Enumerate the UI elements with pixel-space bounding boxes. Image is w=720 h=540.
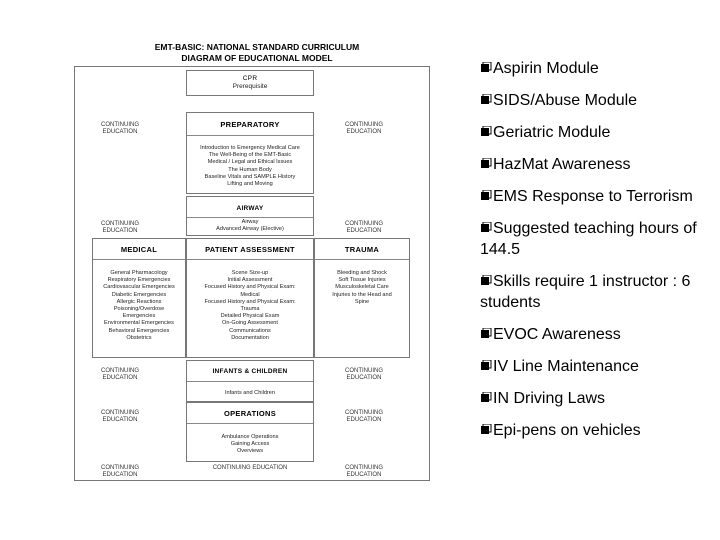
list-item: Emergencies bbox=[122, 313, 156, 320]
list-item: Geriatric Module bbox=[480, 122, 710, 143]
operations-list bbox=[187, 434, 313, 456]
list-item: Communications bbox=[229, 327, 271, 334]
airway-list bbox=[187, 219, 313, 233]
list-item: IN Driving Laws bbox=[480, 388, 710, 409]
continuing-education-label: CONTINUING EDUCATION bbox=[101, 368, 139, 381]
list-item: Airway bbox=[241, 219, 259, 225]
list-item: Skills require 1 instructor : 6 students bbox=[480, 273, 691, 311]
list-item: Initial Assessment bbox=[227, 277, 273, 284]
list-item: Detailed Physical Exam bbox=[220, 313, 280, 320]
list-item: Trauma bbox=[240, 306, 260, 313]
continuing-education-label: CONTINUING EDUCATION bbox=[345, 368, 383, 381]
airway-title: AIRWAY bbox=[236, 205, 264, 212]
infants-children-box bbox=[186, 360, 314, 402]
list-item: Documentation bbox=[231, 334, 269, 341]
list-item: Suggested teaching hours of 144.5 bbox=[480, 220, 697, 258]
list-item: Focused History and Physical Exam: bbox=[204, 298, 296, 305]
patient-assessment-title: PATIENT ASSESSMENT bbox=[205, 245, 295, 254]
list-item: Focused History and Physical Exam: bbox=[204, 284, 296, 291]
checkbox-bullet-icon bbox=[480, 222, 492, 234]
list-item: Diabetic Emergencies bbox=[111, 291, 167, 298]
checkbox-bullet-icon bbox=[480, 328, 492, 340]
list-item: Obstetrics bbox=[126, 334, 152, 341]
checkbox-bullet-icon bbox=[480, 158, 492, 170]
checkbox-bullet-icon bbox=[480, 392, 492, 404]
airway-box bbox=[186, 196, 314, 236]
checkbox-bullet-icon bbox=[480, 126, 492, 138]
checkbox-bullet-icon bbox=[480, 360, 492, 372]
list-item: Poisoning/Overdose bbox=[113, 306, 165, 313]
list-item: Behavioral Emergencies bbox=[108, 327, 170, 334]
trauma-box bbox=[314, 238, 410, 358]
continuing-education-label: CONTINUING EDUCATION bbox=[345, 465, 383, 478]
operations-title: OPERATIONS bbox=[223, 409, 277, 418]
operations-box bbox=[186, 402, 314, 462]
list-item: EVOC Awareness bbox=[480, 324, 710, 345]
continuing-education-label: CONTINUING EDUCATION bbox=[345, 122, 383, 135]
list-item: Overviews bbox=[236, 448, 264, 455]
list-item: HazMat Awareness bbox=[480, 154, 710, 175]
list-item: The Well-Being of the EMT-Basic bbox=[208, 152, 292, 159]
list-item: Respiratory Emergencies bbox=[107, 277, 171, 284]
list-item: Environmental Emergencies bbox=[104, 320, 174, 327]
diagram-title: EMT-BASIC: NATIONAL STANDARD CURRICULUM bbox=[154, 42, 360, 52]
checkbox-bullet-icon bbox=[480, 275, 492, 287]
list-item: Advanced Airway (Elective) bbox=[216, 226, 284, 233]
list-item: Scene Size-up bbox=[231, 270, 269, 276]
patient-assessment-box bbox=[186, 238, 314, 358]
list-item: Epi-pens on vehicles bbox=[480, 420, 710, 441]
list-item: Introduction to Emergency Medical Care bbox=[200, 145, 300, 151]
list-item: Ambulance Operations bbox=[221, 434, 279, 440]
list-item: The Human Body bbox=[228, 166, 272, 173]
list-item: Soft Tissue Injuries bbox=[338, 277, 386, 284]
bullet-list bbox=[480, 58, 710, 452]
continuing-education-label: CONTINUING EDUCATION bbox=[101, 410, 139, 423]
list-item: EMS Response to Terrorism bbox=[480, 186, 710, 207]
list-item: Spine bbox=[354, 298, 370, 305]
diagram-subtitle: DIAGRAM OF EDUCATIONAL MODEL bbox=[181, 53, 333, 63]
continuing-education-label: CONTINUING EDUCATION bbox=[345, 410, 383, 423]
list-item: Gaining Access bbox=[230, 441, 270, 448]
infants-children-title: INFANTS & CHILDREN bbox=[212, 368, 288, 375]
cpr-title: CPR bbox=[242, 75, 258, 82]
curriculum-diagram bbox=[72, 40, 432, 482]
trauma-title: TRAUMA bbox=[344, 245, 380, 254]
trauma-list bbox=[315, 270, 409, 306]
list-item: Aspirin Module bbox=[480, 58, 710, 79]
medical-list bbox=[93, 270, 185, 342]
preparatory-title: PREPARATORY bbox=[220, 120, 280, 129]
continuing-education-label: CONTINUING EDUCATION bbox=[212, 465, 288, 471]
list-item: Medical bbox=[240, 291, 260, 298]
list-item: On-Going Assessment bbox=[222, 320, 278, 327]
list-item: Bleeding and Shock bbox=[337, 270, 387, 276]
continuing-education-label: CONTINUING EDUCATION bbox=[345, 221, 383, 234]
cpr-box bbox=[186, 70, 314, 96]
list-item: Medical / Legal and Ethical Issues bbox=[207, 159, 293, 166]
patient-assessment-list bbox=[187, 270, 313, 342]
checkbox-bullet-icon bbox=[480, 62, 492, 74]
list-item: IV Line Maintenance bbox=[480, 356, 710, 377]
checkbox-bullet-icon bbox=[480, 190, 492, 202]
list-item: Infants and Children bbox=[224, 390, 276, 396]
cpr-subtitle: Prerequisite bbox=[232, 83, 268, 90]
checkbox-bullet-icon bbox=[480, 424, 492, 436]
list-item: Lifting and Moving bbox=[227, 181, 273, 188]
continuing-education-label: CONTINUING EDUCATION bbox=[101, 221, 139, 234]
list-item: Injuries to the Head and bbox=[332, 291, 392, 298]
list-item: Allergic Reactions bbox=[116, 298, 162, 305]
list-item: General Pharmacology bbox=[110, 270, 168, 276]
list-item: SIDS/Abuse Module bbox=[480, 90, 710, 111]
continuing-education-label: CONTINUING EDUCATION bbox=[101, 122, 139, 135]
checkbox-bullet-icon bbox=[480, 94, 492, 106]
medical-box bbox=[92, 238, 186, 358]
medical-title: MEDICAL bbox=[120, 245, 158, 254]
preparatory-list bbox=[187, 145, 313, 188]
list-item: Baseline Vitals and SAMPLE History bbox=[204, 173, 296, 180]
list-item: Cardiovascular Emergencies bbox=[103, 284, 175, 291]
preparatory-box bbox=[186, 112, 314, 194]
list-item: Musculoskeletal Care bbox=[335, 284, 389, 291]
continuing-education-label: CONTINUING EDUCATION bbox=[101, 465, 139, 478]
